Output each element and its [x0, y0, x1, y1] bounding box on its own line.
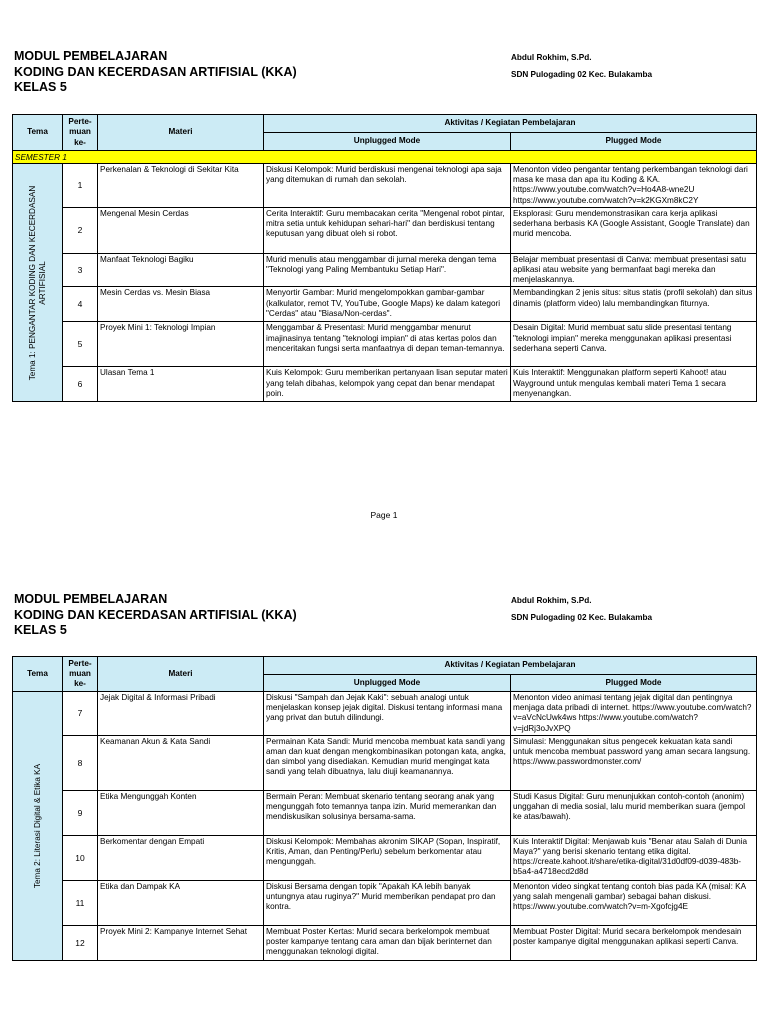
tema-label: Tema 1: PENGANTAR KODING DAN KECERDASAN ARTIFISIAL	[27, 185, 47, 380]
title-line: KELAS 5	[14, 623, 67, 637]
school-name: SDN Pulogading 02 Kec. Bulakamba	[511, 70, 653, 79]
unplugged-cell: Diskusi Kelompok: Membahas akronim SIKAP (Sopan, Inspiratif, Kritis, Aman, dan Penting/Perlu) sebelum berkomentar atau mengunggah.	[264, 835, 511, 880]
header-plugged: Plugged Mode	[511, 133, 757, 151]
plugged-cell: Menonton video pengantar tentang perkembangan teknologi dari masa ke masa dan apa itu Koding & KA. https://www.youtube.com/watch?v=Ho4A8-wne2U https://www.youtube.com/watch?v=k2KGXm8kC2Y	[511, 164, 757, 208]
plugged-cell: Desain Digital: Murid membuat satu slide presentasi tentang "teknologi impian" mereka menggunakan aplikasi presentasi sederhana seperti Canva.	[511, 322, 757, 367]
header-pertemuan: Perte-muan ke-	[63, 657, 98, 692]
title-line: MODUL PEMBELAJARAN	[14, 49, 168, 63]
unplugged-cell: Diskusi Kelompok: Murid berdiskusi mengenai teknologi apa saja yang ditemukan di rumah dan sekolah.	[264, 164, 511, 208]
header-aktivitas: Aktivitas / Kegiatan Pembelajaran	[264, 657, 757, 675]
materi-cell: Mesin Cerdas vs. Mesin Biasa	[98, 287, 264, 322]
materi-cell: Berkomentar dengan Empati	[98, 835, 264, 880]
plugged-cell: Menonton video animasi tentang jejak digital dan pentingnya menjaga data pribadi di internet. https://www.youtube.com/watch?v=aVcNcUwk4ws https://www.youtube.com/watch?v=jdRj3oJvXPQ	[511, 692, 757, 736]
header-tema: Tema	[13, 115, 63, 151]
pertemuan-number: 6	[63, 367, 98, 402]
tema-cell	[13, 164, 63, 402]
tema-cell	[13, 692, 63, 961]
header-unplugged: Unplugged Mode	[264, 133, 511, 151]
header-materi: Materi	[98, 115, 264, 151]
pertemuan-number: 2	[63, 207, 98, 253]
title-line: KELAS 5	[14, 80, 67, 94]
school-name: SDN Pulogading 02 Kec. Bulakamba	[511, 613, 653, 622]
plugged-cell: Menonton video singkat tentang contoh bias pada KA (misal: KA yang salah mengenali gambar) sebagai bahan diskusi. https://www.youtube.com/watch?v=m-Xgofcjg4E	[511, 880, 757, 925]
lesson-table-1	[12, 114, 757, 402]
pertemuan-number: 1	[63, 164, 98, 208]
pertemuan-number: 11	[63, 880, 98, 925]
unplugged-cell: Diskusi "Sampah dan Jejak Kaki": sebuah analogi untuk menjelaskan konsep jejak digital. Diskusi tentang informasi mana yang privat dan butuh dilindungi.	[264, 692, 511, 736]
title-line: KODING DAN KECERDASAN ARTIFISIAL (KKA)	[14, 607, 297, 622]
header-aktivitas: Aktivitas / Kegiatan Pembelajaran	[264, 115, 757, 133]
author-block	[511, 592, 652, 626]
lesson-table-2	[12, 656, 757, 961]
page-number: Page 1	[370, 510, 398, 520]
pertemuan-number: 12	[63, 925, 98, 960]
tema-label: Tema 2: Literasi Digital & Etika KA	[32, 763, 42, 889]
pertemuan-number: 5	[63, 322, 98, 367]
materi-cell: Jejak Digital & Informasi Pribadi	[98, 692, 264, 736]
pertemuan-number: 4	[63, 287, 98, 322]
title-line: MODUL PEMBELAJARAN	[14, 592, 168, 606]
plugged-cell: Studi Kasus Digital: Guru menunjukkan contoh-contoh (anonim) unggahan di media sosial, lalu murid memberikan suara (jempol ke atas/bawah).	[511, 790, 757, 835]
module-title	[14, 49, 297, 96]
header-materi: Materi	[98, 657, 264, 692]
header-plugged: Plugged Mode	[511, 675, 757, 692]
plugged-cell: Eksplorasi: Guru mendemonstrasikan cara kerja aplikasi sederhana berbasis KA (Google Assistant, Google Translate) dan murid mencoba.	[511, 207, 757, 253]
materi-cell: Manfaat Teknologi Bagiku	[98, 253, 264, 287]
module-title	[14, 592, 297, 639]
author-name: Abdul Rokhim, S.Pd.	[511, 596, 592, 605]
pertemuan-number: 3	[63, 253, 98, 287]
header-pertemuan: Perte-muan ke-	[63, 115, 98, 151]
plugged-cell: Membandingkan 2 jenis situs: situs statis (profil sekolah) dan situs dinamis (platform video) lalu membandingkan fiturnya.	[511, 287, 757, 322]
materi-cell: Proyek Mini 2: Kampanye Internet Sehat	[98, 925, 264, 960]
semester-label: SEMESTER 1	[13, 151, 757, 164]
pertemuan-number: 9	[63, 790, 98, 835]
unplugged-cell: Diskusi Bersama dengan topik "Apakah KA lebih banyak untungnya atau ruginya?" Murid memberikan pendapat pro dan kontra.	[264, 880, 511, 925]
unplugged-cell: Menggambar & Presentasi: Murid menggambar menurut imajinasinya tentang "teknologi impian" di atas kertas polos dan menceritakan fungsi serta manfaatnya di depan teman-temannya.	[264, 322, 511, 367]
plugged-cell: Kuis Interaktif: Menggunakan platform seperti Kahoot! atau Wayground untuk mengulas kembali materi Tema 1 secara menyenangkan.	[511, 367, 757, 402]
plugged-cell: Simulasi: Menggunakan situs pengecek kekuatan kata sandi untuk mencoba membuat password yang aman secara langsung. https://www.passwordmonster.com/	[511, 735, 757, 790]
header-tema: Tema	[13, 657, 63, 692]
unplugged-cell: Permainan Kata Sandi: Murid mencoba membuat kata sandi yang aman dan kuat dengan mengkombinasikan potongan kata, angka, dan simbol yang disediakan. Kemudian murid mengingat kata sandi yang telah dibuatnya, lalu diuji keamanannya.	[264, 735, 511, 790]
plugged-cell: Membuat Poster Digital: Murid secara berkelompok mendesain poster kampanye digital menggunakan aplikasi seperti Canva.	[511, 925, 757, 960]
materi-cell: Mengenal Mesin Cerdas	[98, 207, 264, 253]
pertemuan-number: 10	[63, 835, 98, 880]
materi-cell: Perkenalan & Teknologi di Sekitar Kita	[98, 164, 264, 208]
unplugged-cell: Murid menulis atau menggambar di jurnal mereka dengan tema "Teknologi yang Paling Membantuku Setiap Hari".	[264, 253, 511, 287]
materi-cell: Etika Mengunggah Konten	[98, 790, 264, 835]
unplugged-cell: Kuis Kelompok: Guru memberikan pertanyaan lisan seputar materi yang telah dibahas, kelompok yang cepat dan benar mendapat poin.	[264, 367, 511, 402]
title-line: KODING DAN KECERDASAN ARTIFISIAL (KKA)	[14, 64, 297, 79]
page-2	[0, 540, 768, 1024]
header-unplugged: Unplugged Mode	[264, 675, 511, 692]
unplugged-cell: Cerita Interaktif: Guru membacakan cerita "Mengenal robot pintar, mitra setia untuk kehidupan sehari-hari" dan berdiskusi tentang keputusan yang dibuat oleh si robot.	[264, 207, 511, 253]
unplugged-cell: Membuat Poster Kertas: Murid secara berkelompok membuat poster kampanye tentang cara aman dan bijak berinternet dan menggunakan teknologi digital.	[264, 925, 511, 960]
materi-cell: Ulasan Tema 1	[98, 367, 264, 402]
plugged-cell: Belajar membuat presentasi di Canva: membuat presentasi satu aplikasi atau website yang bermanfaat bagi mereka dan menjelaskannya.	[511, 253, 757, 287]
materi-cell: Etika dan Dampak KA	[98, 880, 264, 925]
unplugged-cell: Menyortir Gambar: Murid mengelompokkan gambar-gambar (kalkulator, remot TV, YouTube, Google Maps) ke dalam kategori "Cerdas" atau "Biasa/Non-cerdas".	[264, 287, 511, 322]
unplugged-cell: Bermain Peran: Membuat skenario tentang seorang anak yang mengunggah foto temannya tanpa izin. Murid memerankan dan mendiskusikan solusinya bersama-sama.	[264, 790, 511, 835]
pertemuan-number: 8	[63, 735, 98, 790]
author-name: Abdul Rokhim, S.Pd.	[511, 53, 592, 62]
pertemuan-number: 7	[63, 692, 98, 736]
materi-cell: Keamanan Akun & Kata Sandi	[98, 735, 264, 790]
materi-cell: Proyek Mini 1: Teknologi Impian	[98, 322, 264, 367]
author-block	[511, 49, 652, 83]
plugged-cell: Kuis Interaktif Digital: Menjawab kuis "Benar atau Salah di Dunia Maya?" yang berisi skenario tentang etika digital. https://create.kahoot.it/share/etika-digital/31d0df09-d039-483b-b5a4-a4718ecd2d8d	[511, 835, 757, 880]
